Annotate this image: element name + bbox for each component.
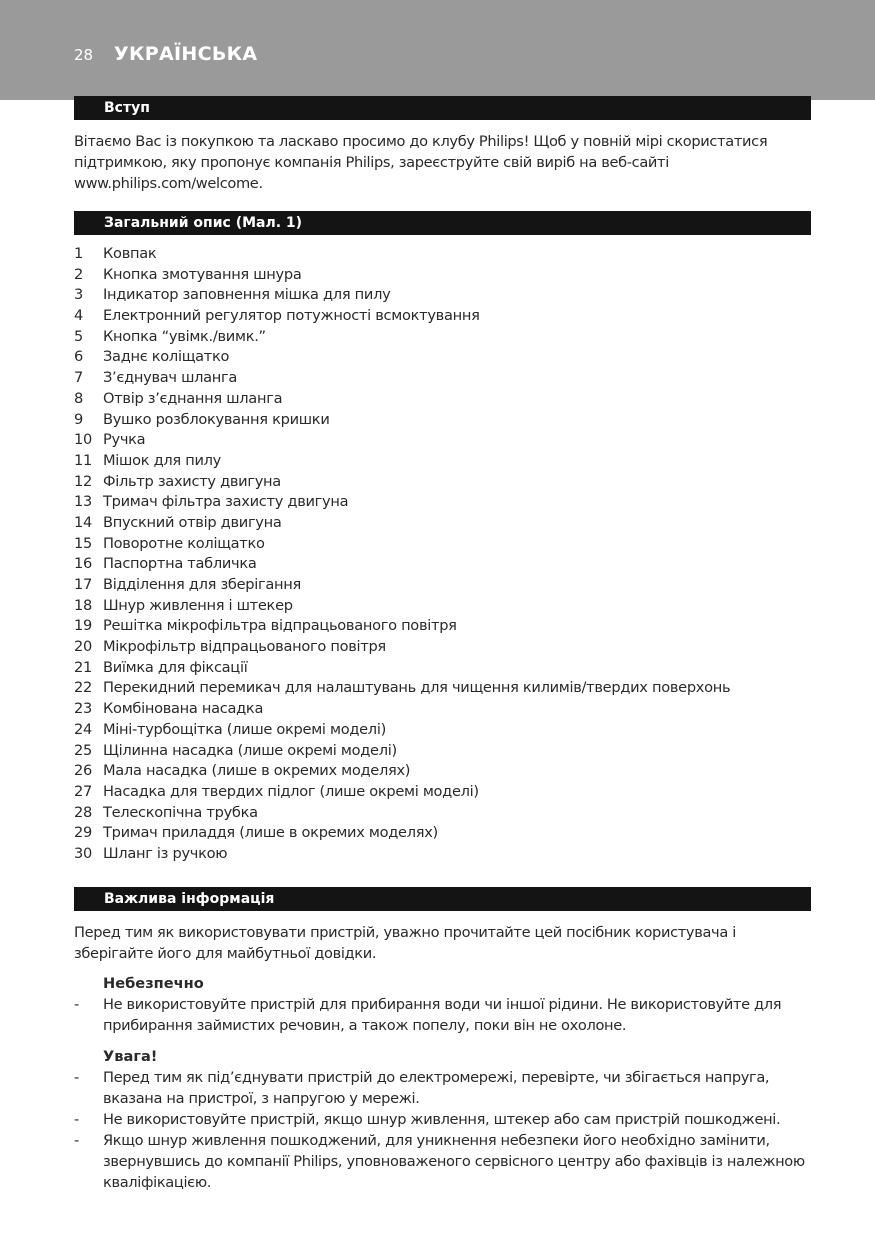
item-text: Заднє коліщатко (103, 348, 230, 366)
item-text: Кнопка “увімк./вимк.” (103, 327, 266, 345)
item-number: 9 (74, 410, 83, 428)
warning-bullet (74, 1067, 814, 1109)
warning-bullet (74, 1109, 814, 1130)
item-number: 18 (74, 596, 92, 614)
item-text: Фільтр захисту двигуна (103, 472, 281, 490)
item-text: Отвір з’єднання шланга (103, 389, 283, 407)
warning-heading: Увага! (103, 1048, 158, 1065)
item-text: Впускний отвір двигуна (103, 513, 282, 531)
section-title-intro: Вступ (74, 96, 811, 120)
item-number: 24 (74, 720, 92, 738)
bullet-text: Перед тим як під’єднувати пристрій до електромережі, перевірте, чи збігається напруга, вказана на пристрої, з напругою у мережі. (103, 1069, 770, 1107)
item-text: Мішок для пилу (103, 451, 222, 469)
item-number: 13 (74, 493, 92, 511)
danger-bullet (74, 994, 814, 1036)
item-number: 28 (74, 803, 92, 821)
item-number: 10 (74, 431, 92, 449)
item-text: Міні-турбощітка (лише окремі моделі) (103, 720, 386, 738)
item-text: Індикатор заповнення мішка для пилу (103, 286, 391, 304)
item-text: Вушко розблокування кришки (103, 410, 330, 428)
bullet-mark: - (74, 1069, 79, 1086)
item-number: 6 (74, 348, 83, 366)
item-text: Перекидний перемикач для налаштувань для чищення килимів/твердих поверхонь (103, 679, 731, 697)
item-number: 12 (74, 472, 92, 490)
item-number: 30 (74, 844, 92, 862)
item-text: Решітка мікрофільтра відпрацьованого повітря (103, 617, 457, 635)
page-number: 28 (74, 46, 94, 64)
item-text: З’єднувач шланга (103, 369, 238, 387)
item-number: 27 (74, 782, 92, 800)
item-number: 16 (74, 555, 92, 573)
item-text: Щілинна насадка (лише окремі моделі) (103, 741, 397, 759)
section-title-overview: Загальний опис (Мал. 1) (74, 211, 811, 235)
item-number: 23 (74, 700, 92, 718)
important-intro-paragraph: Перед тим як використовувати пристрій, уважно прочитайте цей посібник користувача і зберігайте його для майбутньої довідки. (74, 924, 736, 962)
item-text: Мала насадка (лише в окремих моделях) (103, 762, 411, 780)
item-number: 7 (74, 369, 83, 387)
item-text: Насадка для твердих підлог (лише окремі моделі) (103, 782, 479, 800)
item-number: 3 (74, 286, 83, 304)
item-text: Виїмка для фіксації (103, 658, 248, 676)
item-text: Ручка (103, 431, 146, 449)
item-text: Кнопка змотування шнура (103, 265, 302, 283)
item-text: Ковпак (103, 245, 157, 262)
item-text: Шланг із ручкою (103, 844, 228, 862)
item-text: Паспортна табличка (103, 555, 257, 573)
item-number: 15 (74, 534, 92, 552)
item-number: 2 (74, 265, 83, 283)
intro-paragraph: Вітаємо Вас із покупкою та ласкаво просимо до клубу Philips! Щоб у повній мірі скористатися підтримкою, яку пропонує компанія Philips, зареєструйте свій виріб на веб-сайті www.philips.com/welcome. (74, 133, 768, 192)
item-number: 22 (74, 679, 92, 697)
item-number: 14 (74, 513, 92, 531)
item-text: Електронний регулятор потужності всмоктування (103, 307, 480, 325)
item-number: 17 (74, 576, 92, 593)
item-text: Тримач приладдя (лише в окремих моделях) (103, 824, 438, 842)
section-title-important: Важлива інформація (74, 887, 811, 911)
item-text: Мікрофільтр відпрацьованого повітря (103, 638, 386, 656)
item-number: 21 (74, 658, 92, 676)
item-number: 25 (74, 741, 92, 759)
item-number: 19 (74, 617, 92, 635)
page-language-title: УКРАЇНСЬКА (114, 43, 258, 65)
item-text: Відділення для зберігання (103, 576, 301, 593)
item-number: 4 (74, 307, 83, 325)
item-number: 20 (74, 638, 92, 656)
item-text: Тримач фільтра захисту двигуна (103, 493, 349, 511)
bullet-text: Не використовуйте пристрій, якщо шнур живлення, штекер або сам пристрій пошкоджені. (103, 1111, 781, 1128)
item-text: Поворотне коліщатко (103, 534, 265, 552)
item-number: 26 (74, 762, 92, 780)
item-text: Телескопічна трубка (103, 803, 258, 821)
bullet-mark: - (74, 996, 79, 1013)
item-number: 11 (74, 451, 92, 469)
warning-bullet (74, 1130, 814, 1193)
danger-heading: Небезпечно (103, 975, 204, 992)
page-header-band (0, 0, 875, 100)
bullet-text: Не використовуйте пристрій для прибирання води чи іншої рідини. Не використовуйте для прибирання займистих речовин, а також попелу, поки він не охолоне. (103, 996, 782, 1034)
bullet-mark: - (74, 1111, 79, 1128)
item-text: Комбінована насадка (103, 700, 264, 718)
item-number: 8 (74, 389, 83, 407)
item-number: 5 (74, 327, 83, 345)
bullet-mark: - (74, 1132, 79, 1149)
bullet-text: Якщо шнур живлення пошкоджений, для уникнення небезпеки його необхідно замінити, звернувшись до компанії Philips, уповноваженого сервісного центру або фахівців із належною кваліфікацією. (103, 1132, 805, 1191)
item-number: 1 (74, 245, 83, 262)
item-text: Шнур живлення і штекер (103, 596, 293, 614)
item-number: 29 (74, 824, 92, 842)
